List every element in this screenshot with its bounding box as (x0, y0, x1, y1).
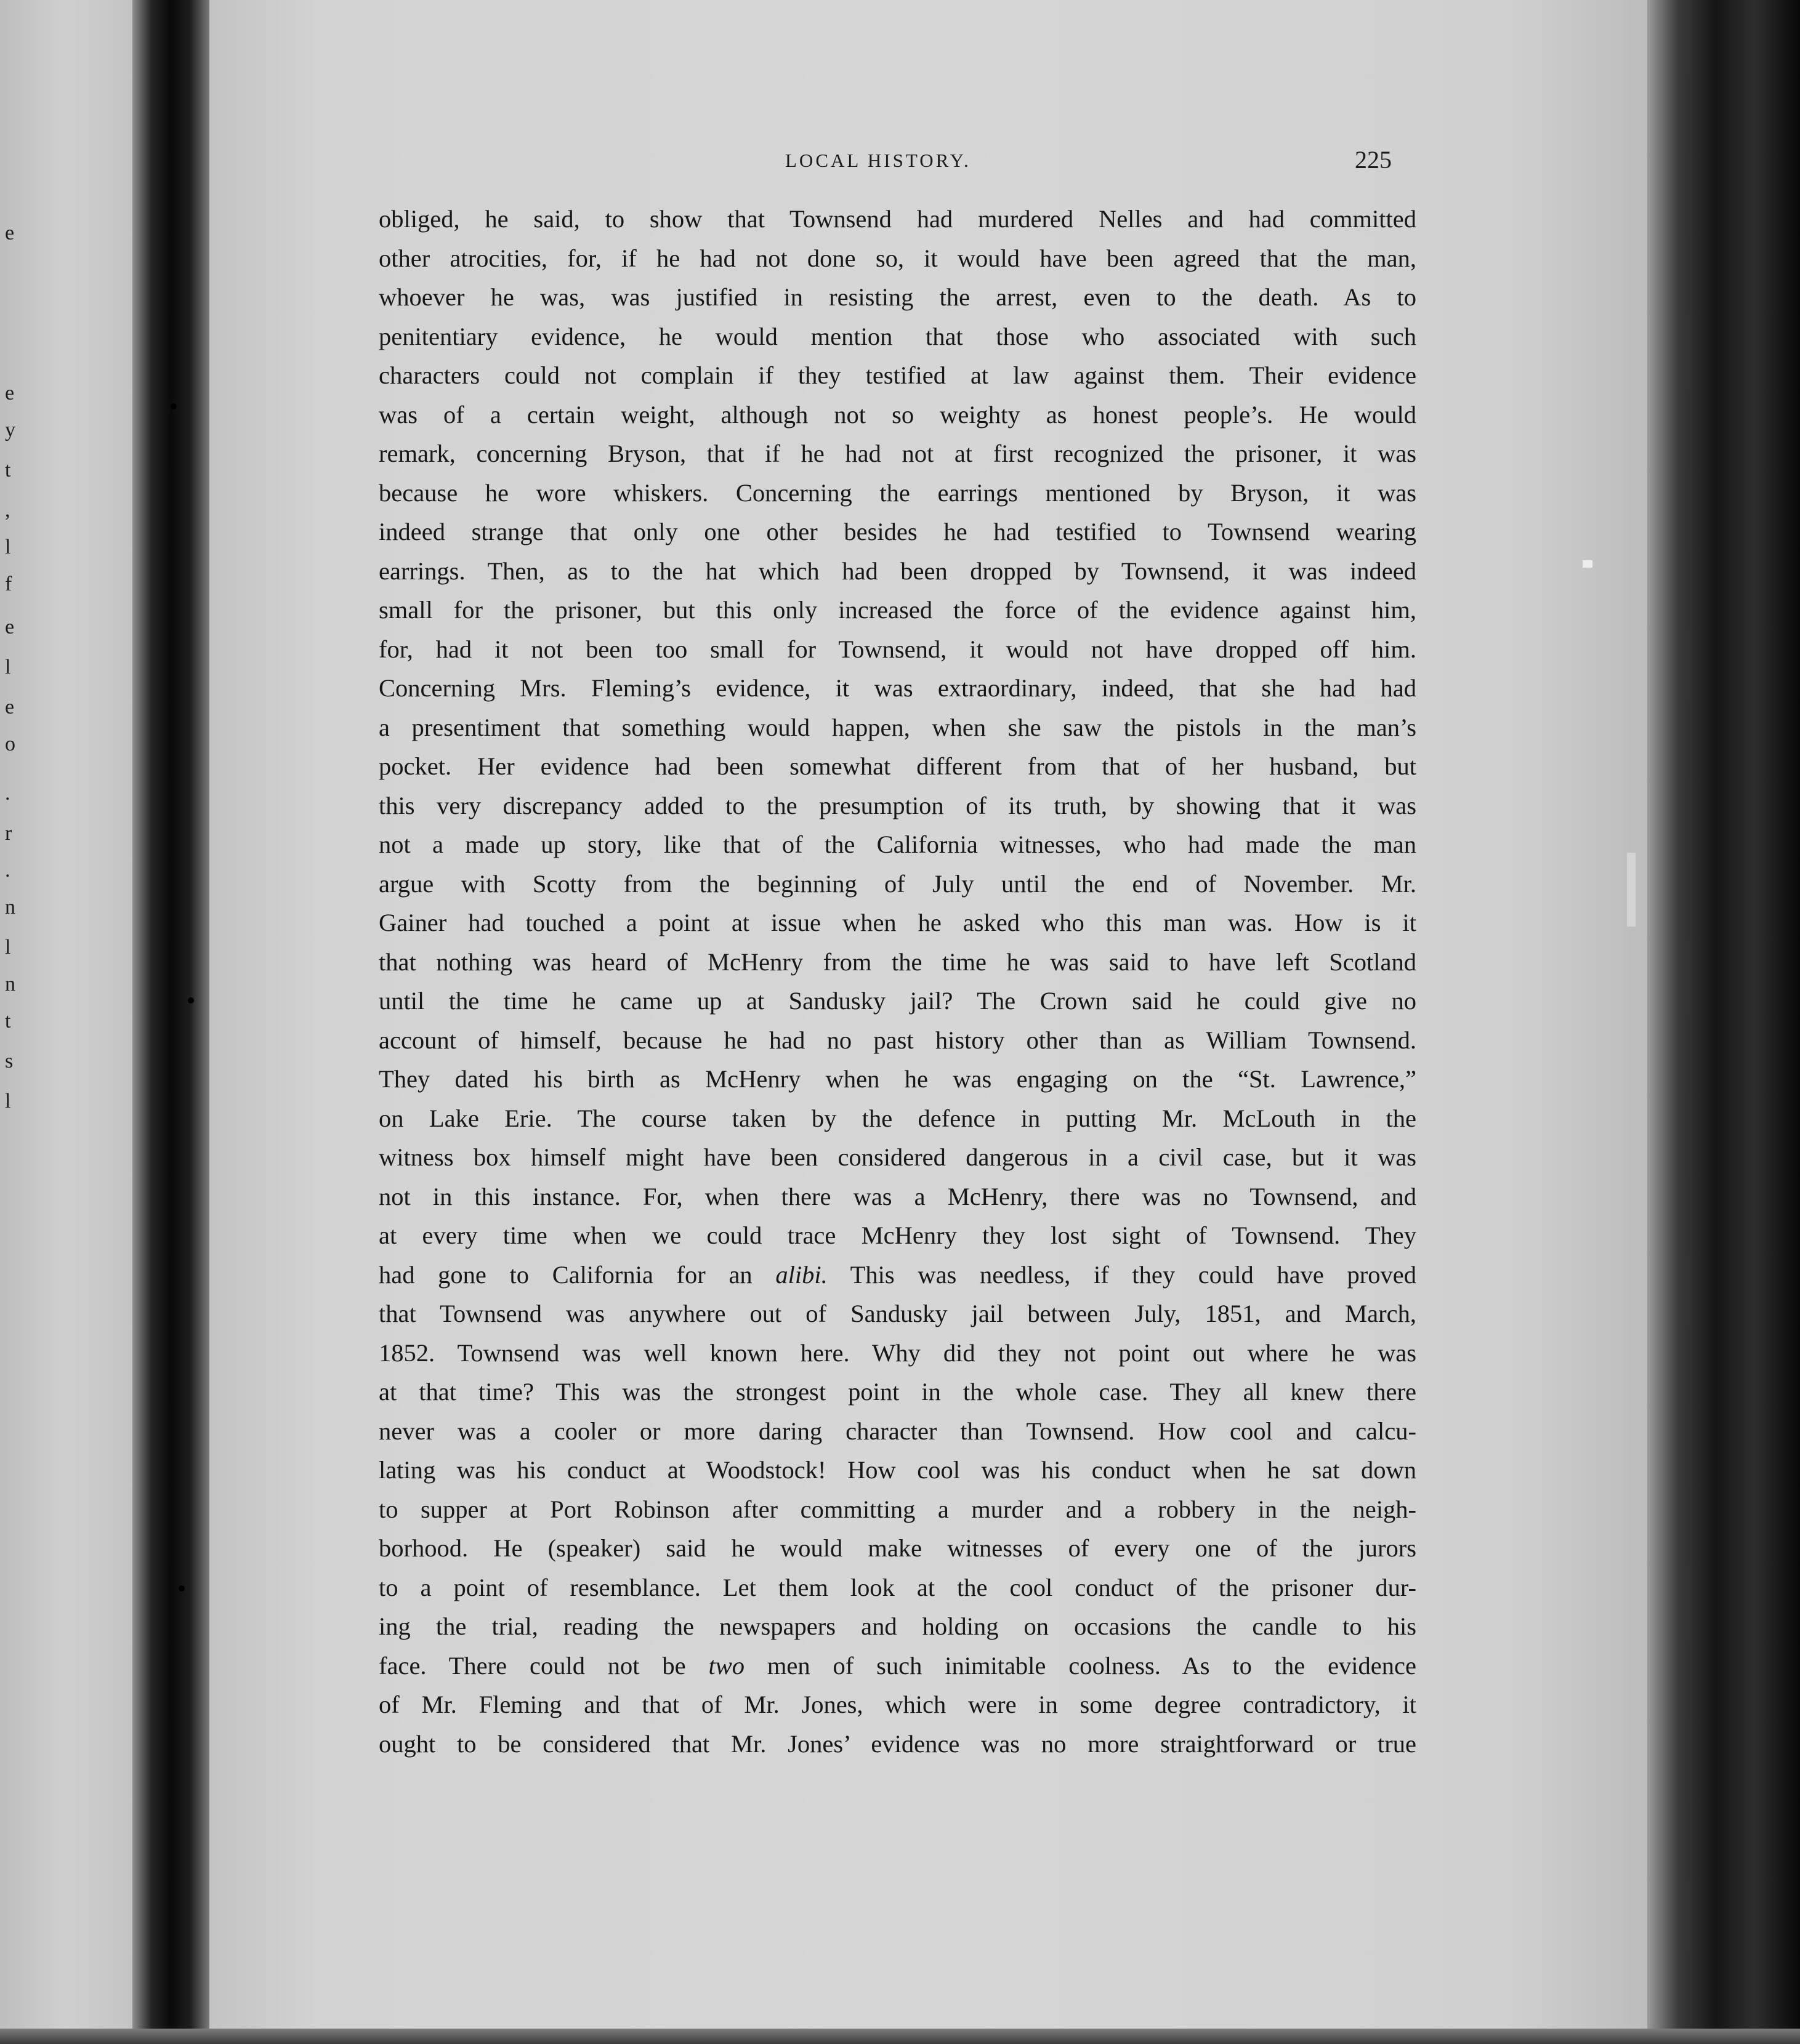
gutter-mark (188, 997, 194, 1004)
facing-page-fragment: n (5, 896, 15, 919)
facing-page-fragment: l (5, 1090, 11, 1113)
text-line: ing the trial, reading the newspapers and holding on occasions the candle to his (379, 1612, 1416, 1640)
facing-page-fragment: t (5, 459, 11, 481)
text-line: Gainer had touched a point at issue when he asked who this man was. How is it (379, 909, 1416, 936)
text-line: ought to be considered that Mr. Jones’ evidence was no more straightforward or true (379, 1729, 1416, 1758)
facing-page-fragment: l (5, 656, 11, 678)
text-line: of Mr. Fleming and that of Mr. Jones, which were in some degree contradictory, it (379, 1691, 1416, 1718)
body-text (379, 199, 1416, 1763)
running-head: LOCAL HISTORY. (785, 150, 971, 171)
text-line: at every time when we could trace McHenry they lost sight of Townsend. They (379, 1221, 1416, 1249)
text-line: They dated his birth as McHenry when he was engaging on the “St. Lawrence,” (379, 1065, 1416, 1093)
text-line: argue with Scotty from the beginning of July until the end of November. Mr. (379, 869, 1416, 898)
gutter-mark (171, 403, 177, 409)
facing-page-fragment: e (5, 222, 15, 244)
facing-page-fragment: o (5, 733, 15, 755)
text-line: Concerning Mrs. Fleming’s evidence, it was extraordinary, indeed, that she had had (379, 674, 1416, 702)
text-line: that Townsend was anywhere out of Sandusky jail between July, 1851, and March, (379, 1300, 1416, 1327)
text-line: other atrocities, for, if he had not done so, it would have been agreed that the man, (379, 244, 1416, 272)
facing-page-fragment: f (5, 573, 12, 595)
text-line: for, had it not been too small for Townsend, it would not have dropped off him. (379, 635, 1416, 663)
text-line: indeed strange that only one other besides he had testified to Townsend wearing (379, 518, 1416, 545)
text-line: obliged, he said, to show that Townsend had murdered Nelles and had committed (379, 205, 1416, 233)
text-line: was of a certain weight, although not so weighty as honest people’s. He would (379, 400, 1416, 429)
text-line: not in this instance. For, when there was a McHenry, there was no Townsend, and (379, 1182, 1416, 1210)
text-line: penitentiary evidence, he would mention that those who associated with such (379, 322, 1416, 350)
text-line: earrings. Then, as to the hat which had been dropped by Townsend, it was indeed (379, 557, 1416, 585)
text-line: witness box himself might have been considered dangerous in a civil case, but it was (379, 1143, 1416, 1171)
facing-page-fragment: t (5, 1010, 11, 1032)
text-line: lating was his conduct at Woodstock! How cool was his conduct when he sat down (379, 1456, 1416, 1484)
text-line: small for the prisoner, but this only increased the force of the evidence against him, (379, 596, 1416, 624)
text-line: to a point of resemblance. Let them look at the cool conduct of the prisoner dur- (379, 1573, 1416, 1601)
facing-page-fragment: y (5, 419, 15, 441)
facing-page-fragment: e (5, 616, 15, 638)
facing-page-edge (0, 0, 132, 2044)
text-line: this very discrepancy added to the presumption of its truth, by showing that it was (379, 791, 1416, 819)
facing-page-fragment: , (5, 499, 10, 521)
italic-word: two (708, 1651, 745, 1680)
text-line: on Lake Erie. The course taken by the defence in putting Mr. McLouth in the (379, 1104, 1416, 1132)
text-line: because he wore whiskers. Concerning the earrings mentioned by Bryson, it was (379, 478, 1416, 507)
text-line: until the time he came up at Sandusky jail? The Crown said he could give no (379, 987, 1416, 1015)
facing-page-fragment: e (5, 696, 15, 718)
facing-page-fragment: . (5, 859, 10, 882)
text-line: borhood. He (speaker) said he would make witnesses of every one of the jurors (379, 1534, 1416, 1562)
text-line: whoever he was, was justified in resisting the arrest, even to the death. As to (379, 283, 1416, 311)
text-line: not a made up story, like that of the California witnesses, who had made the man (379, 831, 1416, 858)
text-line: had gone to California for an alibi. This was needless, if they could have proved (379, 1260, 1416, 1289)
text-line: account of himself, because he had no past history other than as William Townsend. (379, 1026, 1416, 1054)
facing-page-fragment: . (5, 782, 10, 805)
text-line: characters could not complain if they testified at law against them. Their evidence (379, 361, 1416, 389)
page-stack-edge (1647, 0, 1800, 2044)
facing-page-fragment: l (5, 536, 11, 558)
facing-page-fragment: n (5, 973, 15, 996)
text-line: a presentiment that something would happen, when she saw the pistols in the man’s (379, 713, 1416, 741)
facing-page-fragment: e (5, 382, 15, 404)
text-line: face. There could not be two men of such inimitable coolness. As to the evidence (379, 1651, 1416, 1680)
italic-word: alibi. (775, 1260, 828, 1289)
text-line: that nothing was heard of McHenry from the time he was said to have left Scotland (379, 948, 1416, 976)
scan-speck (1583, 560, 1592, 568)
facing-page-fragment: s (5, 1050, 14, 1072)
text-line: never was a cooler or more daring character than Townsend. How cool and calcu- (379, 1417, 1416, 1445)
book-gutter (132, 0, 209, 2044)
page-number: 225 (1355, 146, 1392, 174)
facing-page-fragment: l (5, 936, 11, 959)
scan-bottom-edge (0, 2029, 1800, 2044)
scan-speck (1627, 853, 1636, 927)
text-line: to supper at Port Robinson after committing a murder and a robbery in the neigh- (379, 1495, 1416, 1523)
text-line: at that time? This was the strongest point in the whole case. They all knew there (379, 1378, 1416, 1406)
gutter-mark (179, 1585, 185, 1591)
text-line: 1852. Townsend was well known here. Why did they not point out where he was (379, 1338, 1416, 1367)
text-line: pocket. Her evidence had been somewhat different from that of her husband, but (379, 752, 1416, 780)
facing-page-fragment: r (5, 822, 12, 845)
text-line: remark, concerning Bryson, that if he had not at first recognized the prisoner, it was (379, 440, 1416, 467)
